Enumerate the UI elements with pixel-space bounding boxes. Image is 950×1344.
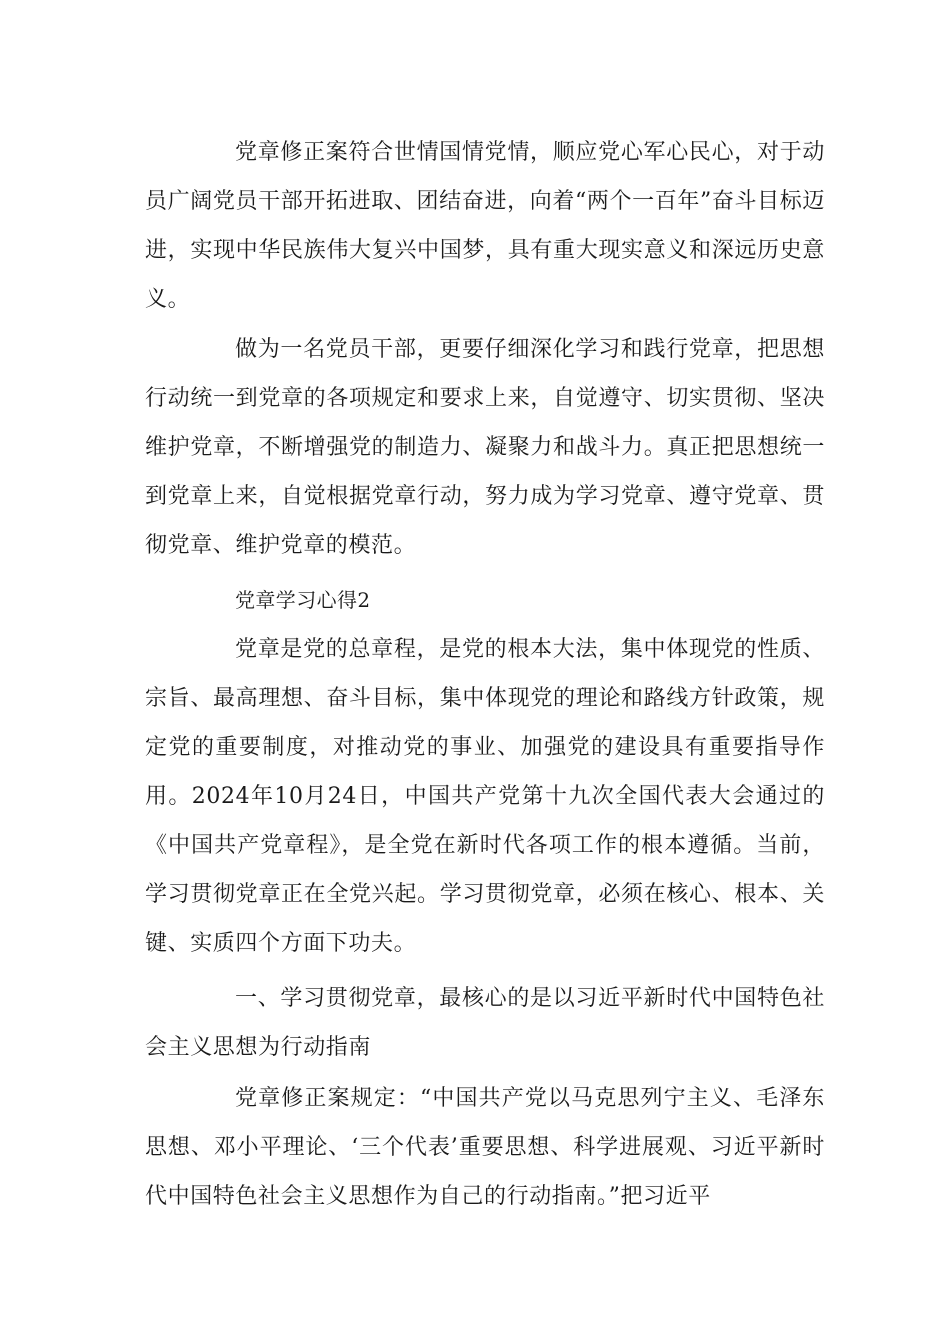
- paragraph: 做为一名党员干部，更要仔细深化学习和践行党章，把思想行动统一到党章的各项规定和要求上来，自觉遵守、切实贯彻、坚决维护党章，不断增强党的制造力、凝聚力和战斗力。真正把思想统一到党章上来，自觉根据党章行动，努力成为学习党章、遵守党章、贯彻党章、维护党章的模范。: [145, 337, 825, 558]
- paragraph-2-block: [145, 325, 825, 570]
- section-title-block: [145, 576, 825, 625]
- section-title: 党章学习心得2: [235, 588, 371, 612]
- paragraph: 党章修正案规定：“中国共产党以马克思列宁主义、毛泽东思想、邓小平理论、‘三个代表’重要思想、科学进展观、习近平新时代中国特色社会主义思想作为自己的行动指南。”把习近平: [145, 1086, 825, 1209]
- subheading: 一、学习贯彻党章，最核心的是以习近平新时代中国特色社会主义思想为行动指南: [145, 986, 825, 1060]
- paragraph-1-block: [145, 128, 825, 324]
- paragraph-3-block: [145, 625, 825, 968]
- paragraph: 党章是党的总章程，是党的根本大法，集中体现党的性质、宗旨、最高理想、奋斗目标，集中体现党的理论和路线方针政策，规定党的重要制度，对推动党的事业、加强党的建设具有重要指导作用。2024年10月24日，中国共产党第十九次全国代表大会通过的《中国共产党章程》，是全党在新时代各项工作的根本遵循。当前，学习贯彻党章正在全党兴起。学习贯彻党章，必须在核心、根本、关键、实质四个方面下功夫。: [145, 637, 825, 956]
- subheading-block: [145, 974, 825, 1072]
- paragraph-4-block: [145, 1074, 825, 1221]
- paragraph: 党章修正案符合世情国情党情，顺应党心军心民心，对于动员广阔党员干部开拓进取、团结奋进，向着“两个一百年”奋斗目标迈进，实现中华民族伟大复兴中国梦，具有重大现实意义和深远历史意义。: [145, 140, 825, 312]
